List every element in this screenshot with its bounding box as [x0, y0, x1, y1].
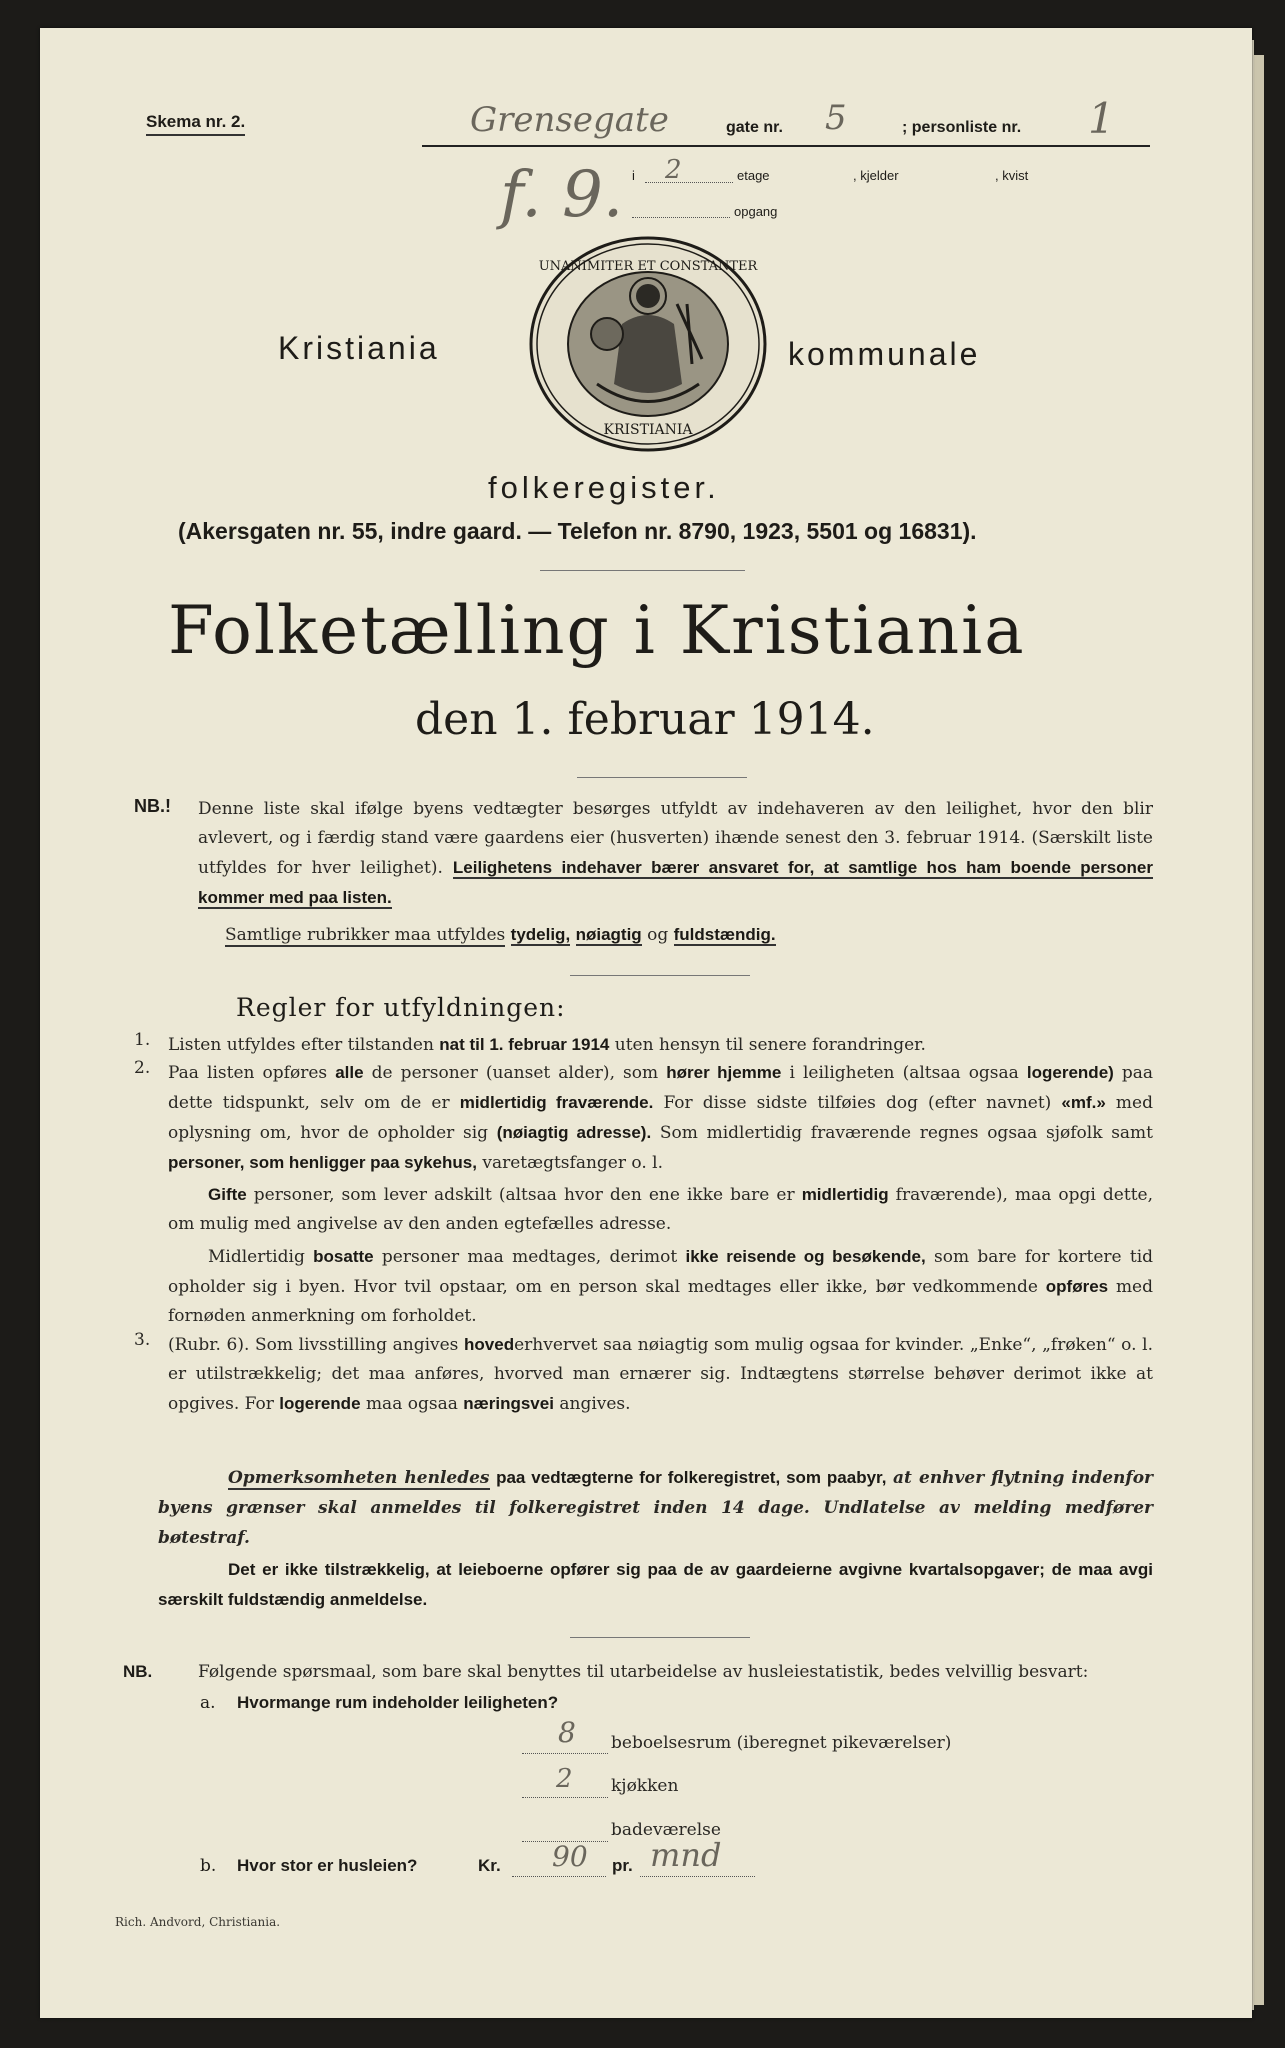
- gate-number: 5: [825, 98, 847, 138]
- printer-credit: Rich. Andvord, Christiania.: [115, 1915, 281, 1929]
- pr-label: pr.: [612, 1856, 633, 1875]
- form-date: den 1. februar 1914.: [415, 694, 875, 745]
- kr-label: Kr.: [478, 1856, 501, 1875]
- kitchen-value: 2: [556, 1764, 573, 1794]
- gate-label: gate nr.: [726, 119, 783, 136]
- nb1-line2: Samtlige rubrikker maa utfyldes tydelig, nøiagtig og fuldstændig.: [225, 925, 776, 945]
- notice-paragraph-2: Det er ikke tilstrækkelig, at leieboerne opfører sig paa de av gaardeierne avgivne kvartalsopgaver; de maa avgi særskilt fuldstændig anmeldelse.: [158, 1560, 1153, 1609]
- floor-handwritten: f. 9.: [500, 158, 624, 232]
- kvist-label: , kvist: [995, 168, 1029, 183]
- personliste-label: ; personliste nr.: [902, 119, 1022, 136]
- masthead-left: Kristiania: [278, 330, 440, 366]
- registry-address: (Akersgaten nr. 55, indre gaard. — Telefon nr. 8790, 1923, 5501 og 16831).: [178, 518, 977, 544]
- period-value: mnd: [650, 1836, 722, 1874]
- qb-text: Hvor stor er husleien?: [237, 1856, 418, 1875]
- qa-text: Hvormange rum indeholder leiligheten?: [237, 1693, 559, 1712]
- street-handwritten: Grensegate: [470, 100, 669, 140]
- qb-label: b.: [200, 1856, 217, 1876]
- rules-heading: Regler for utfyldningen:: [236, 993, 566, 1022]
- skema-label: Skema nr. 2.: [146, 112, 245, 136]
- seal-text-bottom: KRISTIANIA: [603, 422, 693, 438]
- bath-label: badeværelse: [611, 1820, 721, 1840]
- seal-text-top: UNANIMITER ET CONSTANTER: [538, 259, 758, 274]
- nb1-responsibility: Leilighetens indehaver bærer ansvaret for, at samtlige hos ham boende personer kommer med paa listen.: [198, 858, 1153, 907]
- notice-paragraph: Opmerksomheten henledes paa vedtægterne for folkeregistret, som paabyr, at enhver flytning indenfor byens grænser skal anmeldes til folkeregistret inden 14 dage. Undlatelse av melding medfører bøtestraf.: [158, 1468, 1154, 1548]
- rule3-text: (Rubr. 6). Som livsstilling angives hovederhvervet saa nøiagtig som mulig ogsaa for kvinder. „Enke“, „frøken“ o. l. er utilstrækkelig; det maa anføres, hvorved man ernærer sig. Indtægtens størrelse behøver derimot ikke at opgives. For logerende maa ogsaa næringsvei angives.: [168, 1335, 1153, 1414]
- nb2-text: Følgende spørsmaal, som bare skal benyttes til utarbeidelse av husleiestatistik, bedes velvillig besvart:: [198, 1662, 1089, 1682]
- nb1-label: NB.!: [134, 796, 171, 816]
- kjelder-label: , kjelder: [853, 168, 899, 183]
- address-line: [422, 145, 1150, 147]
- i-label: i: [632, 168, 635, 183]
- rule1-num: 1.: [134, 1030, 151, 1050]
- floor-number: 2: [665, 155, 682, 185]
- personliste-number: 1: [1088, 94, 1115, 143]
- rule2-gifte: Gifte personer, som lever adskilt (altsaa hvor den ene ikke bare er midlertidig fraværende), maa opgi dette, om mulig med angivelse av den anden egtefælles adresse.: [168, 1185, 1153, 1234]
- nb1-paragraph: Denne liste skal ifølge byens vedtægter besørges utfyldt av indehaveren av den leilighet, hvor den blir avlevert, og i færdig stand være gaardens eier (husverten) ihænde senest den 3. februar 1914. (Særskilt liste utfyldes for hver leilighet). Leilighetens indehaver bærer ansvaret for, at samtlige hos ham boende personer kommer med paa listen.: [198, 799, 1153, 907]
- masthead-right: kommunale: [788, 336, 981, 372]
- kristiania-seal-icon: [527, 234, 769, 454]
- form-title: Folketælling i Kristiania: [168, 592, 1026, 669]
- rule2-text: Paa listen opføres alle de personer (uanset alder), som hører hjemme i leiligheten (altsaa ogsaa logerende) paa dette tidspunkt, selv om de er midlertidig fraværende. For disse sidste tilføies dog (efter navnet) «mf.» med oplysning om, hvor de opholder sig (nøiagtig adresse). Som midlertidig fraværende regnes ogsaa sjøfolk samt personer, som henligger paa sykehus, varetægtsfanger o. l.: [168, 1063, 1154, 1173]
- opgang-label: opgang: [734, 204, 778, 219]
- rule2-midlertidig: Midlertidig bosatte personer maa medtages, derimot ikke reisende og besøkende, som bare for kortere tid opholder sig i byen. Hvor tvil opstaar, om en person skal medtages eller ikke, bør vedkommende opføres med fornøden anmerkning om forholdet.: [168, 1247, 1154, 1326]
- registry-label: folkeregister.: [488, 470, 720, 505]
- rent-value: 90: [552, 1840, 588, 1873]
- rule2-num: 2.: [134, 1058, 151, 1078]
- rooms-value: 8: [558, 1716, 576, 1749]
- nb2-label: NB.: [123, 1662, 153, 1681]
- qa-label: a.: [200, 1693, 216, 1713]
- rule3-num: 3.: [134, 1330, 151, 1350]
- rooms-label: beboelsesrum (iberegnet pikeværelser): [611, 1733, 952, 1753]
- rule1-text: Listen utfyldes efter tilstanden nat til 1. februar 1914 uten hensyn til senere forandringer.: [168, 1035, 926, 1055]
- kitchen-label: kjøkken: [611, 1776, 679, 1796]
- etage-label: etage: [737, 168, 770, 183]
